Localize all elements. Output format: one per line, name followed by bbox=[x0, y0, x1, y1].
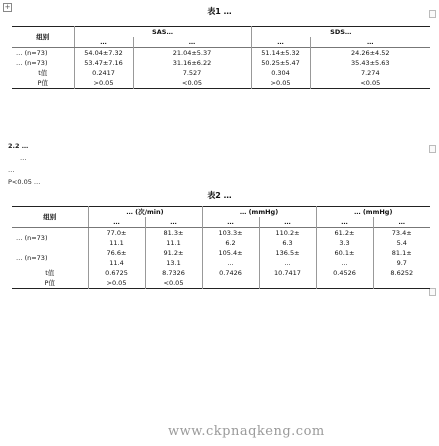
table-cell: 6.3 bbox=[259, 238, 316, 248]
section-paragraph-line: … bbox=[8, 166, 15, 174]
section-paragraph-line: P<0.05 … bbox=[8, 178, 41, 186]
row-label: P值 bbox=[12, 278, 88, 289]
table2-header-row bbox=[12, 207, 430, 218]
table-cell: 81.1± bbox=[391, 249, 412, 257]
col-group-header: … (mmHg) bbox=[354, 208, 393, 216]
table-cell bbox=[259, 278, 316, 289]
row-label: … (n=73) bbox=[12, 228, 88, 249]
table-cell bbox=[316, 278, 373, 289]
table-cell: 73.4± bbox=[391, 229, 412, 237]
table-cell: >0.05 bbox=[88, 278, 145, 289]
table-cell: >0.05 bbox=[74, 78, 133, 89]
table-cell: 136.5± bbox=[259, 248, 316, 258]
table-cell: 9.7 bbox=[396, 259, 407, 267]
table-cell: 8.7326 bbox=[145, 268, 202, 278]
scroll-marker bbox=[429, 145, 436, 153]
col-before: … bbox=[251, 37, 310, 48]
table1-caption: 表1 … bbox=[207, 7, 232, 16]
table-cell: 7.527 bbox=[133, 68, 251, 78]
table-cell: 6.2 bbox=[202, 238, 259, 248]
row-label: t值 bbox=[12, 268, 88, 278]
col-after: … bbox=[398, 218, 405, 226]
table-row bbox=[12, 68, 430, 78]
col-group-header: … (mmHg) bbox=[202, 207, 316, 218]
row-label: … (n=73) bbox=[12, 58, 74, 68]
section-heading: 2.2 … bbox=[8, 142, 29, 150]
table-cell: 11.4 bbox=[88, 258, 145, 268]
table-cell: <0.05 bbox=[145, 278, 202, 289]
table-cell: 0.2417 bbox=[74, 68, 133, 78]
table2 bbox=[12, 206, 430, 289]
scale-a-header: SAS… bbox=[74, 27, 251, 38]
table-row bbox=[12, 58, 430, 68]
scroll-marker bbox=[429, 288, 436, 296]
table-cell: 10.7417 bbox=[259, 268, 316, 278]
table-cell: … bbox=[202, 258, 259, 268]
table-cell: 31.16±6.22 bbox=[133, 58, 251, 68]
table-row bbox=[12, 78, 430, 89]
table-cell: 21.04±5.37 bbox=[133, 48, 251, 59]
table-cell: 0.6725 bbox=[88, 268, 145, 278]
table-cell: 35.43±5.63 bbox=[351, 59, 390, 67]
table-cell: 105.4± bbox=[202, 248, 259, 258]
table-cell: … bbox=[316, 258, 373, 268]
row-label: t值 bbox=[12, 68, 74, 78]
row-label: P值 bbox=[12, 78, 74, 89]
table-cell: 0.304 bbox=[251, 68, 310, 78]
table-cell: 8.6252 bbox=[390, 269, 414, 277]
col-before: … bbox=[316, 217, 373, 228]
table-cell bbox=[373, 278, 430, 289]
table-cell bbox=[202, 278, 259, 289]
table1 bbox=[12, 26, 430, 89]
table-cell: 77.0± bbox=[88, 228, 145, 239]
col-after: … bbox=[259, 217, 316, 228]
table-row bbox=[12, 278, 430, 289]
table1-header-row bbox=[12, 27, 430, 38]
table-cell: 3.3 bbox=[316, 238, 373, 248]
scale-b-header: SDS… bbox=[330, 28, 352, 36]
table-row bbox=[12, 228, 430, 239]
row-label: … (n=73) bbox=[12, 248, 88, 268]
table-cell: 61.2± bbox=[316, 228, 373, 239]
row-label: … (n=73) bbox=[12, 48, 74, 59]
table-cell: 81.3± bbox=[145, 228, 202, 239]
table-cell: 60.1± bbox=[316, 248, 373, 258]
col-after: … bbox=[367, 38, 374, 46]
table-cell: 0.7426 bbox=[202, 268, 259, 278]
plus-box-icon[interactable]: + bbox=[4, 3, 11, 11]
table-cell: 50.25±5.47 bbox=[251, 58, 310, 68]
group-header: 组别 bbox=[12, 27, 74, 48]
table-cell: 76.6± bbox=[88, 248, 145, 258]
col-before: … bbox=[202, 217, 259, 228]
table-cell: 110.2± bbox=[259, 228, 316, 239]
table1-subheader-row bbox=[12, 37, 430, 48]
table-row bbox=[12, 48, 430, 59]
col-after: … bbox=[145, 217, 202, 228]
group-header: 组别 bbox=[12, 207, 88, 228]
table-row bbox=[12, 268, 430, 278]
col-before: … bbox=[88, 217, 145, 228]
table-cell: 11.1 bbox=[88, 238, 145, 248]
table-cell: <0.05 bbox=[133, 78, 251, 89]
table-cell: 24.26±4.52 bbox=[351, 49, 390, 57]
table-cell: 0.4526 bbox=[316, 268, 373, 278]
table-cell: 103.3± bbox=[202, 228, 259, 239]
table-cell: 91.2± bbox=[145, 248, 202, 258]
table-cell: 51.14±5.32 bbox=[251, 48, 310, 59]
table-cell: 54.04±7.32 bbox=[74, 48, 133, 59]
col-group-header: … (次/min) bbox=[88, 207, 202, 218]
table-cell: 11.1 bbox=[145, 238, 202, 248]
table-cell: <0.05 bbox=[360, 79, 381, 87]
col-after: … bbox=[133, 37, 251, 48]
table-cell: >0.05 bbox=[251, 78, 310, 89]
table-row bbox=[12, 248, 430, 258]
table-cell: 5.4 bbox=[396, 239, 407, 247]
col-before: … bbox=[74, 37, 133, 48]
table-cell: 13.1 bbox=[145, 258, 202, 268]
table2-caption: 表2 … bbox=[207, 191, 232, 200]
table-cell: 7.274 bbox=[360, 69, 380, 77]
table-cell: 53.47±7.16 bbox=[74, 58, 133, 68]
watermark: www.ckpnaqkeng.com bbox=[168, 424, 325, 439]
section-paragraph-line: … bbox=[20, 154, 27, 162]
table-cell: … bbox=[259, 258, 316, 268]
